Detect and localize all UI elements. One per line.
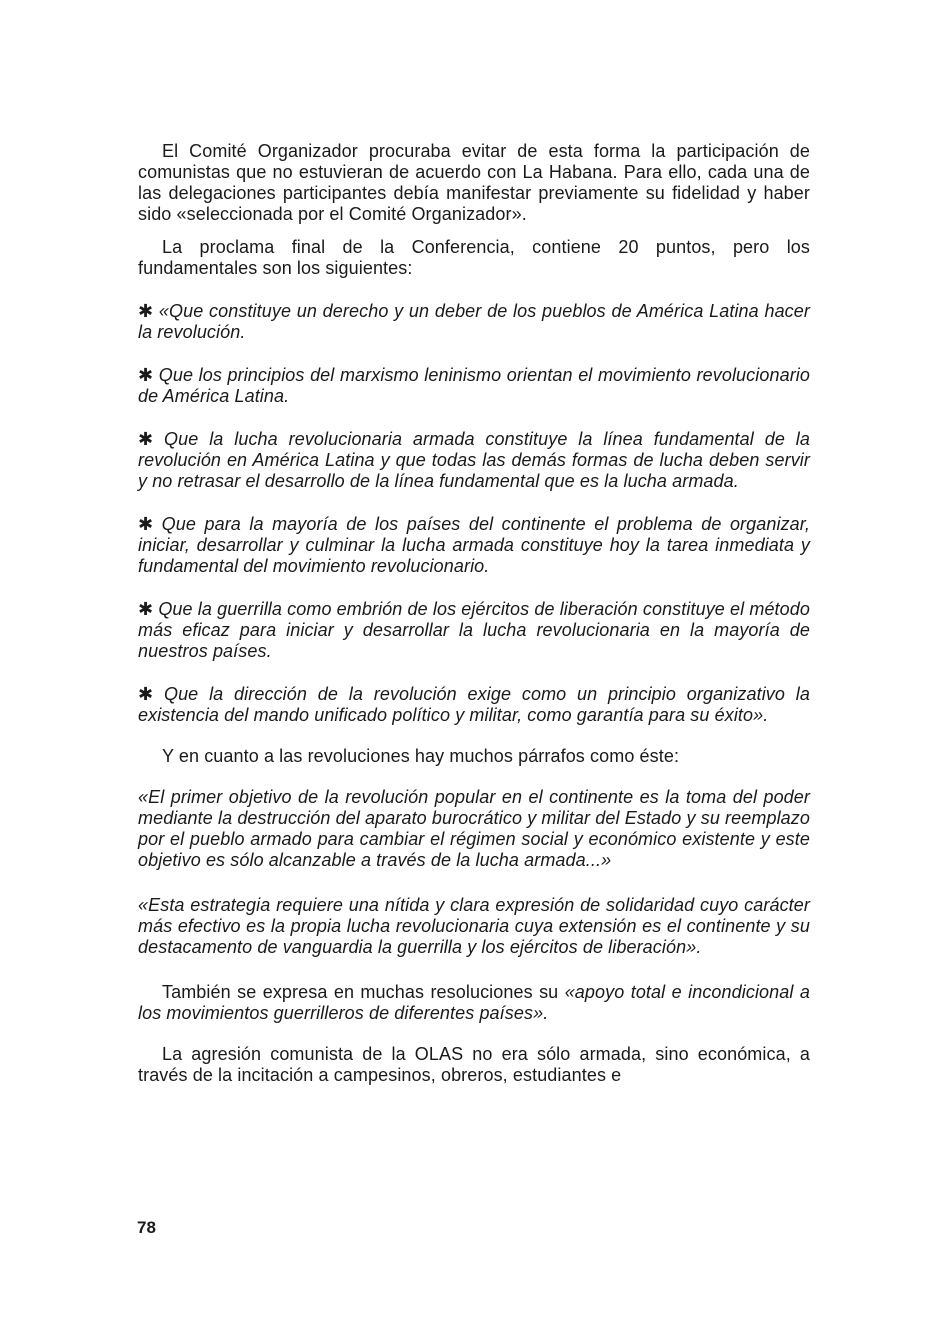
resolutions-lead-text: También se expresa en muchas resoluciones su bbox=[162, 982, 565, 1002]
bullet-star-icon: ✱ bbox=[138, 365, 154, 385]
bullet-star-icon: ✱ bbox=[138, 429, 154, 449]
bullet-point-1 bbox=[138, 301, 810, 343]
bullet-text: «Que constituye un derecho y un deber de los pueblos de América Latina hacer la revolución. bbox=[138, 301, 810, 342]
page-body bbox=[138, 141, 810, 1086]
bullet-point-6 bbox=[138, 684, 810, 726]
quote-strategy: «Esta estrategia requiere una nítida y clara expresión de solidaridad cuyo carácter más efectivo es la propia lucha revolucionaria cuya extensión es el continente y su destacamento de vanguardia la guerrilla y los ejércitos de liberación». bbox=[138, 895, 810, 957]
quote-first-objective: «El primer objetivo de la revolución popular en el continente es la toma del poder mediante la destrucción del aparato burocrático y militar del Estado y su reemplazo por el pueblo armado para cambiar el régimen social y económico existente y este objetivo es sólo alcanzable a través de la lucha armada...» bbox=[138, 787, 810, 870]
paragraph-proclamation: La proclama final de la Conferencia, contiene 20 puntos, pero los fundamentales son los siguientes: bbox=[138, 237, 810, 278]
bullet-text: Que la guerrilla como embrión de los ejércitos de liberación constituye el método más eficaz para iniciar y desarrollar la lucha revolucionaria en la mayoría de nuestros países. bbox=[138, 599, 810, 661]
paragraph-committee: El Comité Organizador procuraba evitar de esta forma la participación de comunistas que no estuvieran de acuerdo con La Habana. Para ello, cada una de las delegaciones participantes debía manifestar previamente su fidelidad y haber sido «seleccionada por el Comité Organizador». bbox=[138, 141, 810, 224]
resolutions-quote-text: «apoyo total e incondicional a los movimientos guerrilleros de diferentes países». bbox=[138, 982, 810, 1023]
bullet-text: Que los principios del marxismo leninismo orientan el movimiento revolucionario de América Latina. bbox=[138, 365, 810, 406]
bullet-point-3 bbox=[138, 429, 810, 492]
bullet-star-icon: ✱ bbox=[138, 599, 154, 619]
bullet-text: Que la dirección de la revolución exige como un principio organizativo la existencia del mando unificado político y militar, como garantía para su éxito». bbox=[138, 684, 810, 725]
paragraph-olas: La agresión comunista de la OLAS no era sólo armada, sino económica, a través de la incitación a campesinos, obreros, estudiantes e bbox=[138, 1044, 810, 1085]
bullet-star-icon: ✱ bbox=[138, 514, 154, 534]
bullet-point-2 bbox=[138, 365, 810, 407]
bullet-point-4 bbox=[138, 514, 810, 577]
page-number: 78 bbox=[137, 1218, 156, 1237]
paragraph-resolutions bbox=[138, 982, 810, 1024]
bullet-star-icon: ✱ bbox=[138, 301, 154, 321]
bullet-text: Que la lucha revolucionaria armada constituye la línea fundamental de la revolución en América Latina y que todas las demás formas de lucha deben servir y no retrasar el desarrollo de la línea fundamental que es la lucha armada. bbox=[138, 429, 810, 491]
bullet-star-icon: ✱ bbox=[138, 684, 154, 704]
paragraph-revolutions: Y en cuanto a las revoluciones hay muchos párrafos como éste: bbox=[162, 746, 680, 766]
bullet-point-5 bbox=[138, 599, 810, 662]
bullet-text: Que para la mayoría de los países del continente el problema de organizar, iniciar, desarrollar y culminar la lucha armada constituye hoy la tarea inmediata y fundamental del movimiento revolucionario. bbox=[138, 514, 810, 576]
